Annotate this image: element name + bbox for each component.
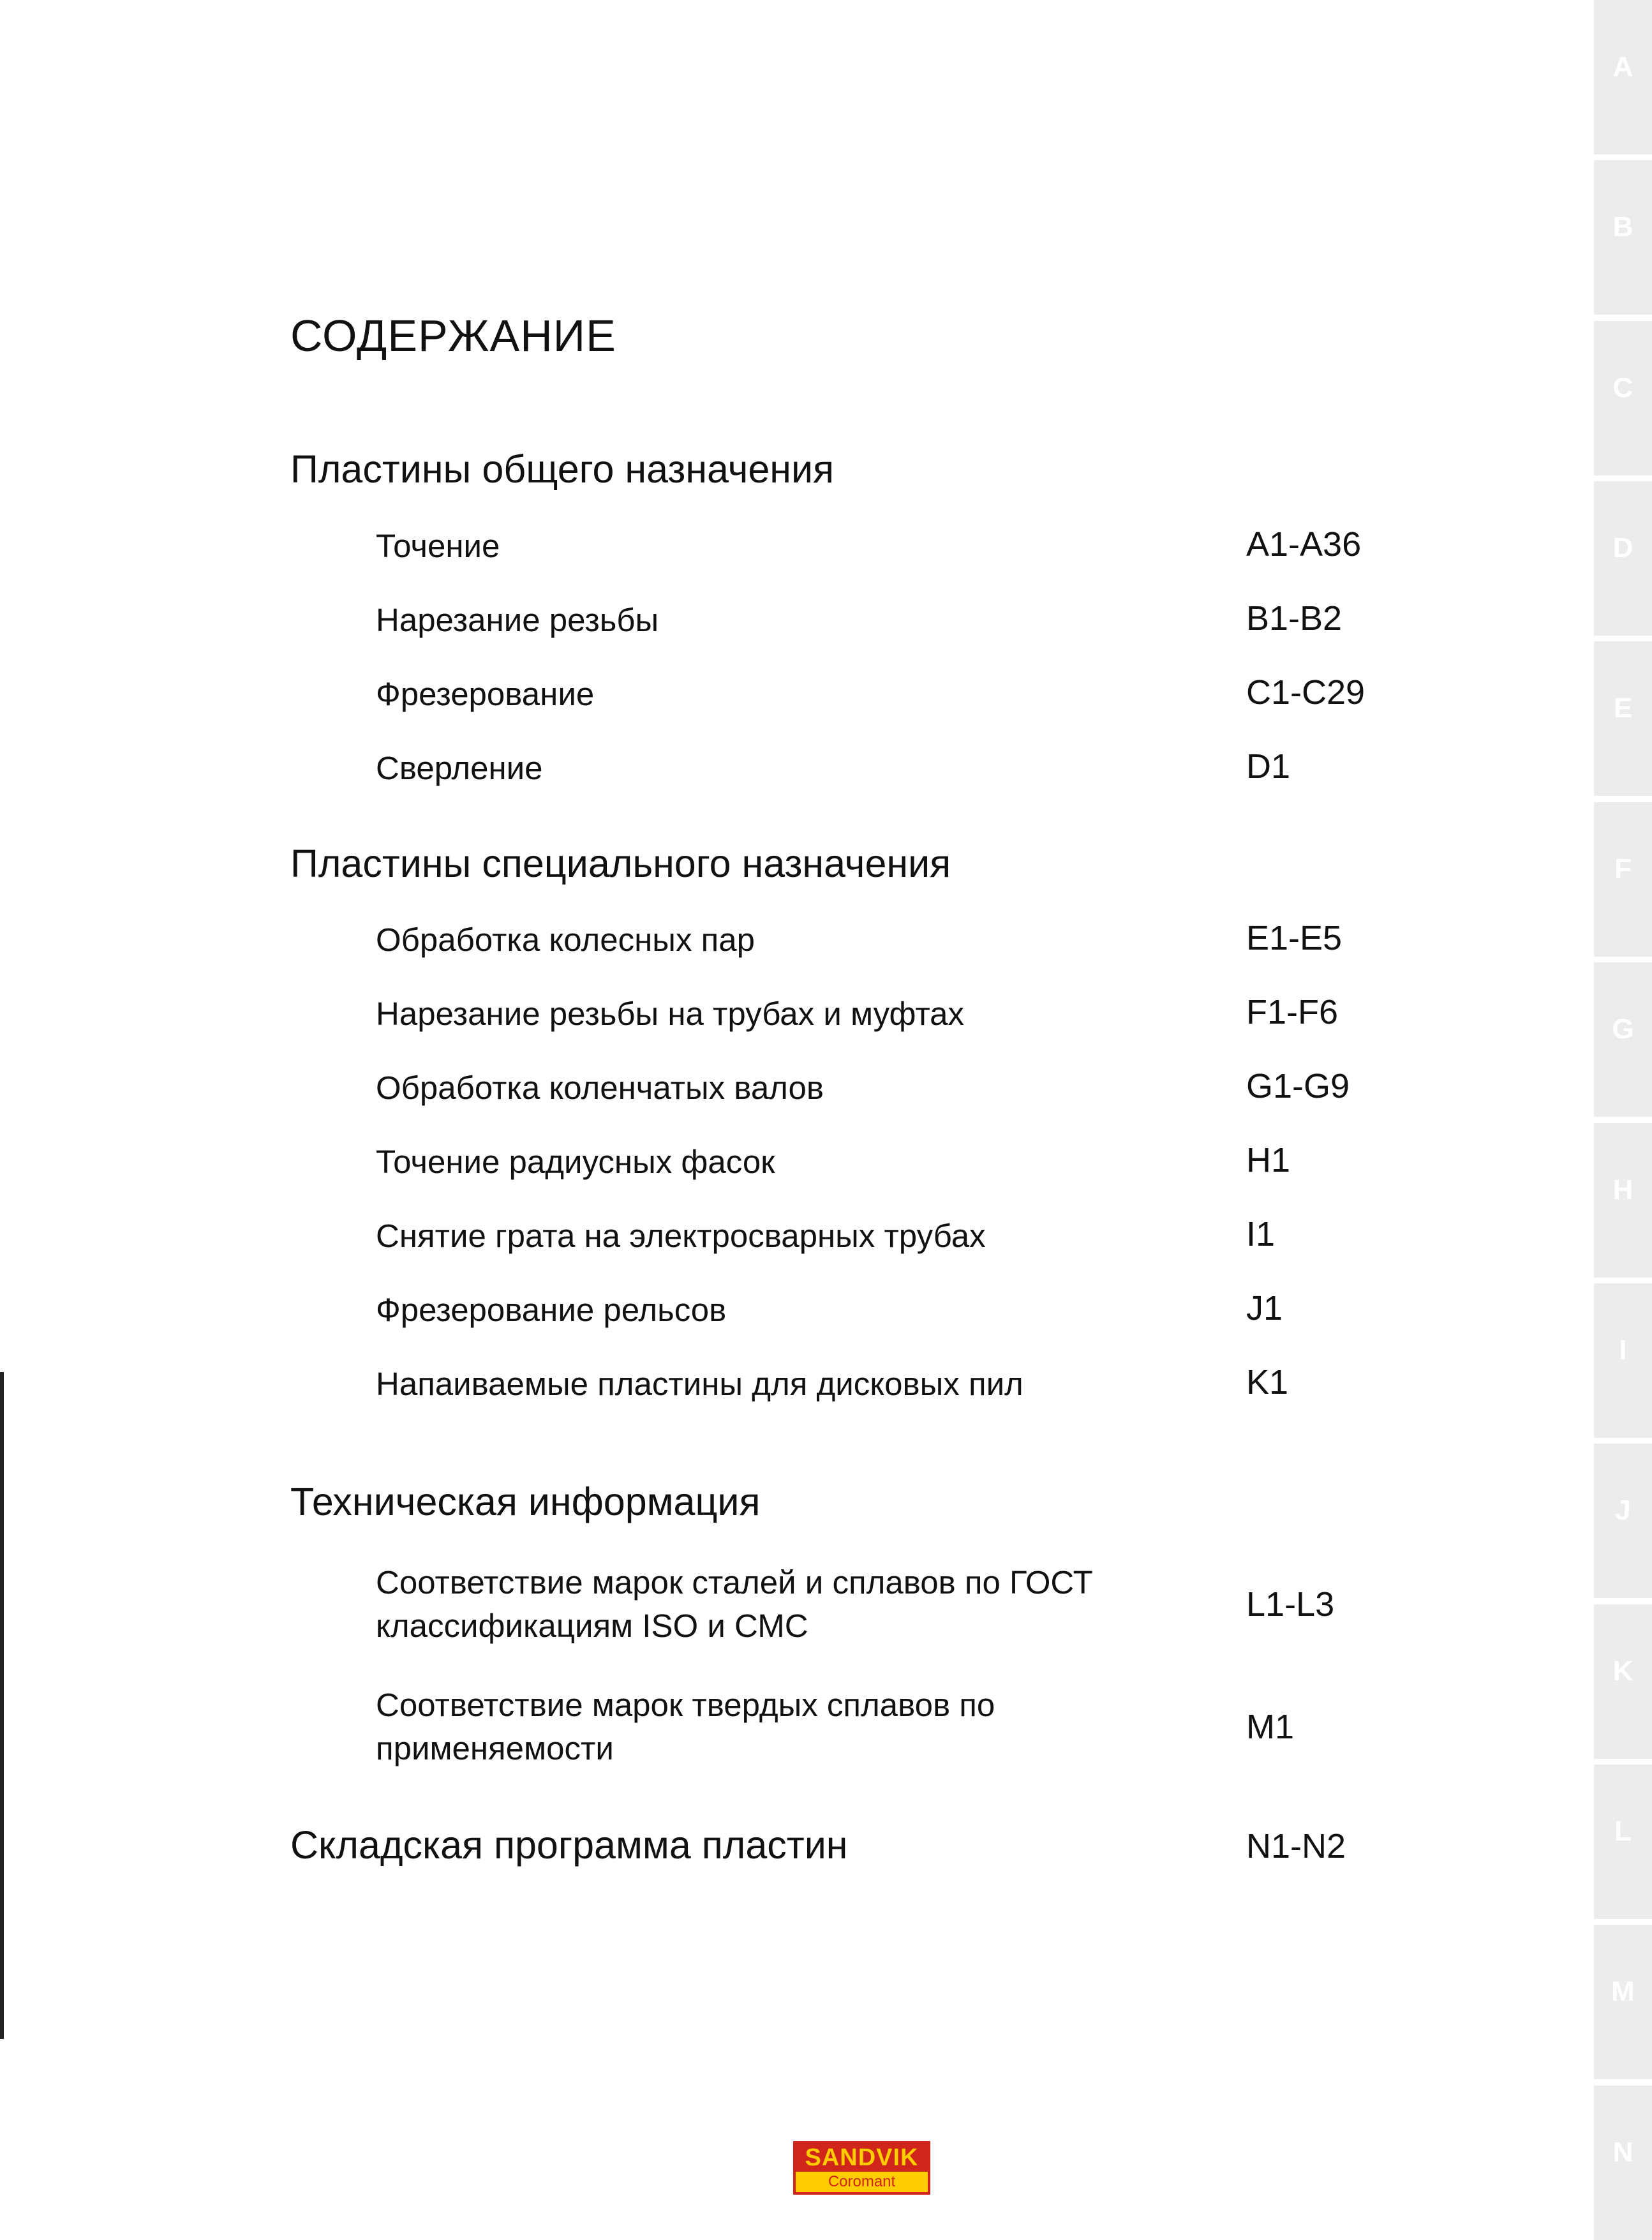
tab-h[interactable]: H [1594, 1123, 1652, 1278]
section-heading-special: Пластины специального назначения [290, 842, 951, 885]
toc-ref-carbide-grades[interactable]: M1 [1246, 1708, 1295, 1746]
tab-b[interactable]: B [1594, 160, 1652, 315]
thumb-index [1594, 0, 1652, 2239]
toc-item-drilling[interactable]: Сверление [376, 750, 543, 786]
tab-d[interactable]: D [1594, 481, 1652, 636]
toc-item-steel-grades-line2: классификациям ISO и СМС [376, 1608, 808, 1644]
tab-m[interactable]: M [1594, 1925, 1652, 2079]
toc-ref-saw-tips[interactable]: K1 [1246, 1363, 1289, 1401]
toc-item-pipe-threading[interactable]: Нарезание резьбы на трубах и муфтах [376, 996, 965, 1032]
toc-ref-wheelsets[interactable]: E1-E5 [1246, 919, 1343, 957]
toc-item-carbide-grades[interactable] [376, 1684, 995, 1770]
tab-j[interactable]: J [1594, 1444, 1652, 1598]
section-heading-general: Пластины общего назначения [290, 447, 835, 491]
toc-item-milling[interactable]: Фрезерование [376, 676, 595, 712]
page-title: СОДЕРЖАНИЕ [290, 311, 616, 361]
toc-item-saw-tips[interactable]: Напаиваемые пластины для дисковых пил [376, 1366, 1023, 1402]
toc-ref-drilling[interactable]: D1 [1246, 747, 1291, 786]
logo-subbrand: Coromant [828, 2173, 896, 2190]
toc-ref-pipe-threading[interactable]: F1-F6 [1246, 993, 1339, 1031]
tab-i[interactable]: I [1594, 1283, 1652, 1438]
toc-ref-threading[interactable]: B1-B2 [1246, 599, 1343, 638]
toc-item-steel-grades-line1: Соответствие марок сталей и сплавов по ГОСТ [376, 1564, 1093, 1601]
toc-ref-crankshafts[interactable]: G1-G9 [1246, 1067, 1350, 1105]
margin-rule [0, 1372, 4, 2039]
toc-item-wheelsets[interactable]: Обработка колесных пар [376, 922, 755, 958]
tab-a[interactable]: A [1594, 0, 1652, 154]
toc-item-carbide-grades-line2: применяемости [376, 1730, 614, 1766]
toc-item-rail-milling[interactable]: Фрезерование рельсов [376, 1292, 727, 1328]
toc-ref-rail-milling[interactable]: J1 [1246, 1289, 1283, 1327]
tab-n[interactable]: N [1594, 2086, 1652, 2240]
section-heading-technical: Техническая информация [290, 1480, 761, 1523]
toc-item-carbide-grades-line1: Соответствие марок твердых сплавов по [376, 1687, 995, 1723]
toc-ref-milling[interactable]: C1-C29 [1246, 673, 1366, 712]
tab-f[interactable]: F [1594, 802, 1652, 957]
tab-c[interactable]: C [1594, 321, 1652, 475]
section-heading-stock[interactable]: Складская программа пластин [290, 1823, 848, 1867]
toc-item-crankshafts[interactable]: Обработка коленчатых валов [376, 1070, 824, 1106]
logo-brand: SANDVIK [796, 2144, 928, 2172]
toc-item-turning[interactable]: Точение [376, 528, 500, 564]
tab-l[interactable]: L [1594, 1765, 1652, 1919]
toc-item-radius-chamfers[interactable]: Точение радиусных фасок [376, 1144, 775, 1180]
tab-k[interactable]: K [1594, 1604, 1652, 1759]
toc-item-threading[interactable]: Нарезание резьбы [376, 602, 659, 638]
toc-ref-steel-grades[interactable]: L1-L3 [1246, 1585, 1335, 1624]
toc-item-steel-grades[interactable] [376, 1561, 1093, 1648]
toc-item-deburring[interactable]: Снятие грата на электросварных трубах [376, 1218, 986, 1254]
toc-ref-radius-chamfers[interactable]: H1 [1246, 1141, 1291, 1179]
tab-g[interactable]: G [1594, 962, 1652, 1117]
tab-e[interactable]: E [1594, 641, 1652, 796]
toc-ref-turning[interactable]: A1-A36 [1246, 525, 1362, 564]
sandvik-coromant-logo [793, 2141, 930, 2195]
toc-ref-deburring[interactable]: I1 [1246, 1215, 1276, 1253]
toc-ref-stock[interactable]: N1-N2 [1246, 1827, 1346, 1865]
